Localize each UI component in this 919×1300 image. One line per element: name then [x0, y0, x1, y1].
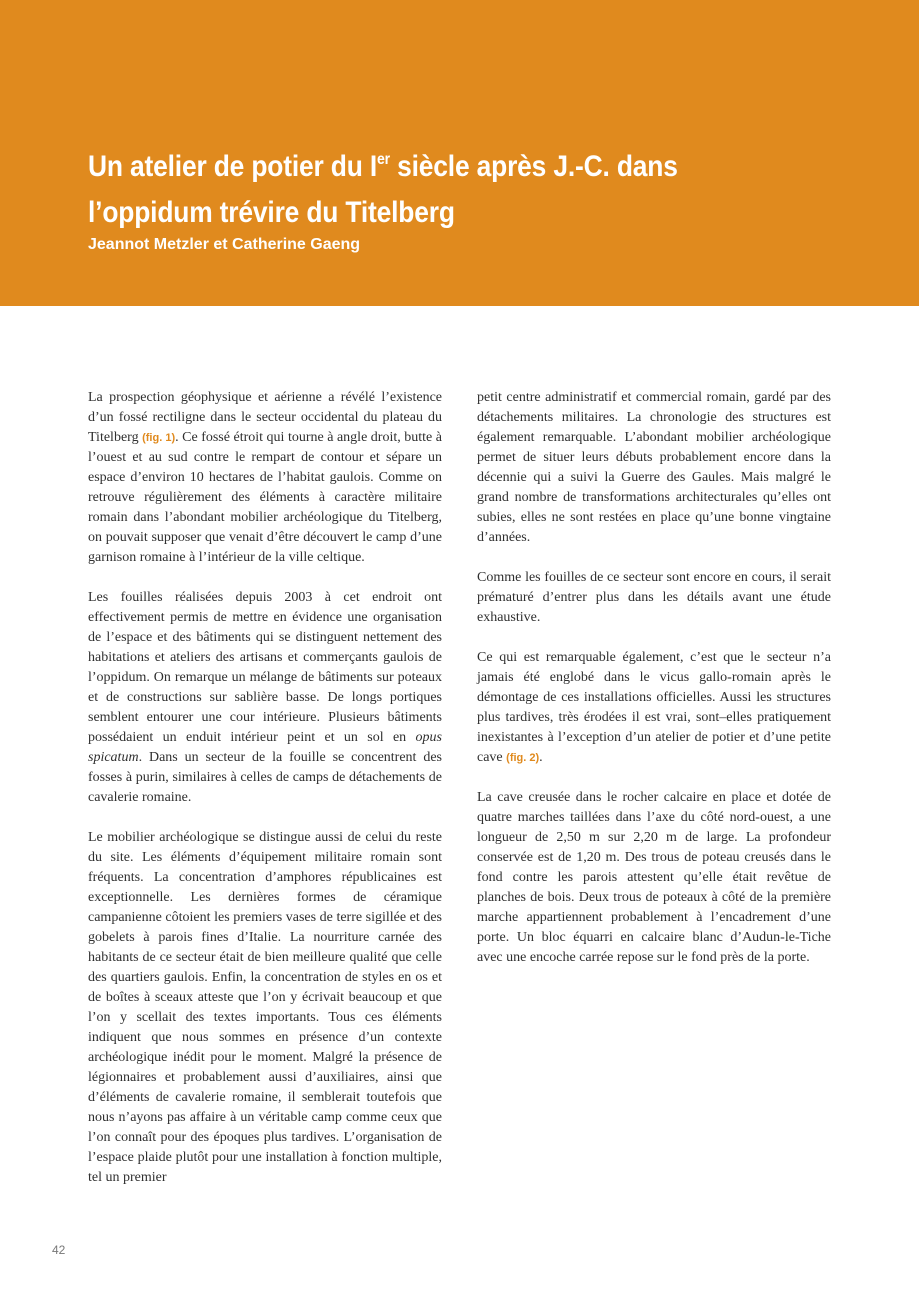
paragraph: Le mobilier archéologique se distingue aussi de celui du reste du site. Les éléments d’équipement militaire romain sont fréquents. La concentration d’amphores républicaines est exceptionnelle. Les dernières formes de céramique campanienne côtoient les premiers vases de terre sigillée et des gobelets à parois fines d’Italie. La nourriture carnée des habitants de ce secteur était de bien meilleure qualité que celle des quartiers gaulois. Enfin, la concentration de styles en os et de boîtes à sceaux atteste que l’on y écrivait beaucoup et que l’on y scellait des textes importants. Tous ces éléments indiquent que nous sommes en présence d’un contexte archéologique inédit pour le moment. Malgré la présence de légionnaires et probablement aussi d’auxiliaires, ainsi que d’éléments de cavalerie romaine, il semblerait toutefois que nous n’ayons pas affaire à un véritable camp comme ceux que l’on connaît pour des époques plus tardives. L’organisation de l’espace plaide plutôt pour une installation à fonction multiple, tel un premier: [88, 830, 442, 1185]
text-column-right: [477, 388, 831, 988]
page-number: 42: [52, 1243, 66, 1257]
figure-reference[interactable]: (fig. 2): [506, 752, 540, 764]
article-title: [88, 144, 792, 236]
paragraph: Ce qui est remarquable également, c’est que le secteur n’a jamais été englobé dans le vicus gallo-romain après le démontage de ces installations officielles. Aussi les structures plus tardives, très érodées il est vrai, sont–elles pratiquement inexistantes à l’exception d’un atelier de potier et d’une petite cave (fig. 2).: [477, 650, 831, 765]
italic-term: opus spicatum: [88, 730, 442, 765]
title-part: Un atelier de potier du I: [88, 150, 377, 183]
header-banner: [0, 0, 919, 306]
article-authors: Jeannot Metzler et Catherine Gaeng: [88, 236, 361, 253]
title-superscript: er: [376, 151, 390, 168]
paragraph: petit centre administratif et commercial romain, gardé par des détachements militaires. La chronologie des structures est également remarquable. L’abondant mobilier archéologique permet de situer leurs débuts probablement encore dans la décennie qui a suivi la Guerre des Gaules. Mais malgré le grand nombre de transformations architecturales qu’elles ont subies, elles ne sont restées en place qu’une bonne vingtaine d’années.: [477, 390, 831, 545]
paragraph: La cave creusée dans le rocher calcaire en place et dotée de quatre marches taillées dans l’axe du côté nord-ouest, a une longueur de 2,50 m sur 2,20 m de large. La profondeur conservée est de 1,20 m. Des trous de poteau creusés dans le fond contre les parois attestent qu’elle était revêtue de planches de bois. Deux trous de poteaux à côté de la première marche appartiennent probablement à l’encadrement d’une porte. Un bloc équarri en calcaire blanc d’Audun-le-Tiche avec une encoche carrée repose sur le fond près de la porte.: [477, 790, 831, 965]
paragraph: La prospection géophysique et aérienne a révélé l’existence d’un fossé rectiligne dans le secteur occidental du plateau du Titelberg (fig. 1). Ce fossé étroit qui tourne à angle droit, butte à l’ouest et au sud contre le rempart de contour et sépare un espace d’environ 10 hectares de l’habitat gaulois. Comme on retrouve régulièrement des éléments à caractère militaire romain dans l’abondant mobilier archéologique du Titelberg, on pouvait supposer que venait d’être découvert le camp d’une garnison romaine à l’intérieur de la ville celtique.: [88, 390, 442, 565]
title-part: siècle après J.-C. dans l’oppidum trévire du Titelberg: [88, 150, 678, 229]
paragraph: Les fouilles réalisées depuis 2003 à cet endroit ont effectivement permis de mettre en évidence une organisation de l’espace et des bâtiments qui se distinguent nettement des habitations et ateliers des artisans et commerçants gaulois de l’oppidum. On remarque un mélange de bâtiments sur poteaux et de constructions sur sablière basse. De longs portiques semblent entourer une cour intérieure. Plusieurs bâtiments possédaient un enduit intérieur peint et un sol en opus spicatum. Dans un secteur de la fouille se concentrent des fosses à purin, similaires à celles de camps de détachements de cavalerie romaine.: [88, 590, 442, 805]
text-column-left: [88, 388, 442, 1208]
paragraph: Comme les fouilles de ce secteur sont encore en cours, il serait prématuré d’entrer plus dans les détails avant une étude exhaustive.: [477, 570, 831, 625]
figure-reference[interactable]: (fig. 1): [142, 432, 176, 444]
